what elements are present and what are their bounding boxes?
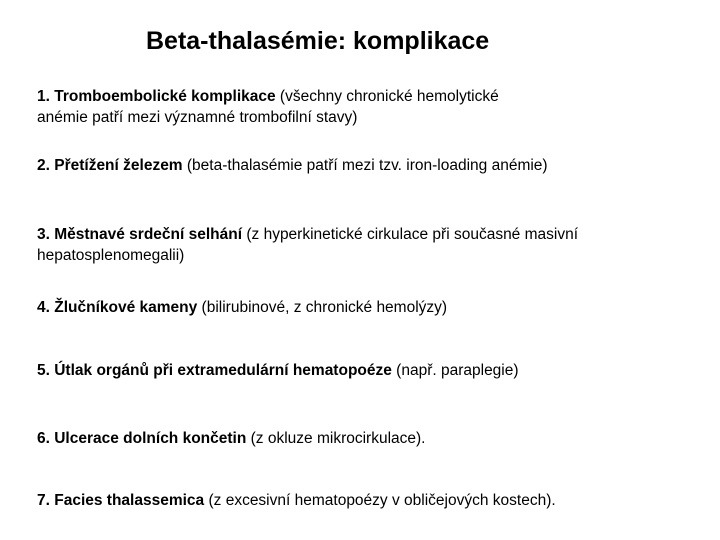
item-detail: (např. paraplegie) — [391, 362, 519, 379]
list-item-gallstones — [37, 297, 697, 318]
item-detail: (z hyperkinetické cirkulace při současné masivní — [242, 226, 579, 243]
list-item-facies-thalassemica — [37, 490, 697, 511]
list-item-heart-failure — [37, 224, 697, 266]
item-term: 6. Ulcerace dolních končetin — [37, 430, 247, 447]
item-detail: (z excesivní hematopoézy v obličejových kostech). — [204, 492, 556, 509]
item-term: 7. Facies thalassemica — [37, 492, 205, 509]
item-term: 5. Útlak orgánů při extramedulární hematopoéze — [37, 362, 392, 379]
list-item-thromboembolic — [37, 86, 697, 128]
item-term: 3. Městnavé srdeční selhání — [37, 226, 243, 243]
item-detail: (beta-thalasémie patří mezi tzv. iron-loading anémie) — [182, 157, 548, 174]
slide-title: Beta-thalasémie: komplikace — [146, 27, 490, 55]
item-detail-continuation: anémie patří mezi významné trombofilní stavy) — [37, 109, 358, 126]
item-term: 4. Žlučníkové kameny — [37, 299, 198, 316]
item-detail-continuation: hepatosplenomegalii) — [37, 247, 185, 264]
item-detail: (všechny chronické hemolytické — [275, 88, 499, 105]
item-detail: (bilirubinové, z chronické hemolýzy) — [197, 299, 448, 316]
item-term: 1. Tromboembolické komplikace — [37, 88, 276, 105]
item-term: 2. Přetížení železem — [37, 157, 183, 174]
list-item-iron-overload — [37, 155, 697, 176]
item-detail: (z okluze mikrocirkulace). — [246, 430, 426, 447]
list-item-leg-ulcers — [37, 428, 697, 449]
list-item-organ-compression — [37, 360, 697, 381]
